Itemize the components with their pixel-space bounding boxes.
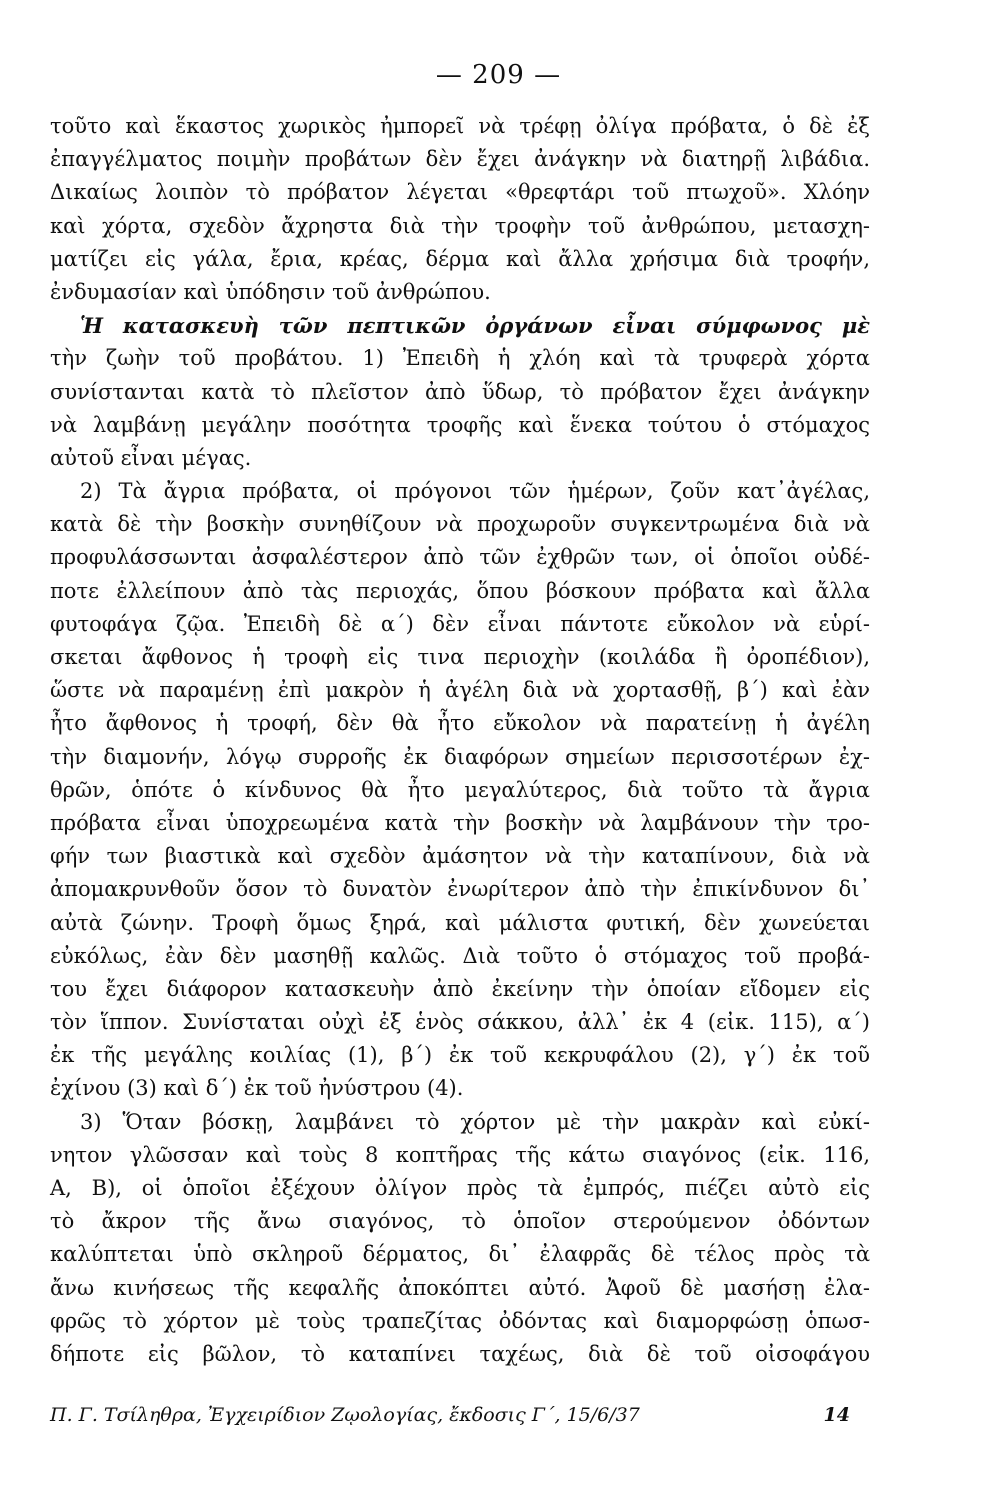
text-line: πρόβατα εἶναι ὑποχρεωμένα κατὰ τὴν βοσκὴν νὰ λαμβάνουν τὴν τρο-: [50, 810, 870, 835]
text-line: 3) Ὅταν βόσκῃ, λαμβάνει τὸ χόρτον μὲ τὴν μακρὰν καὶ εὐκί-: [80, 1109, 870, 1134]
text-line: ἄνω κινήσεως τῆς κεφαλῆς ἀποκόπτει αὐτό. Ἀφοῦ δὲ μασήσῃ ἐλα-: [50, 1275, 870, 1300]
text-line: δήποτε εἰς βῶλον, τὸ καταπίνει ταχέως, διὰ δὲ τοῦ οἰσοφάγου: [50, 1341, 870, 1366]
body-text: [50, 110, 870, 1371]
text-line: νητον γλῶσσαν καὶ τοὺς 8 κοπτῆρας τῆς κάτω σιαγόνος (εἰκ. 116,: [50, 1142, 870, 1167]
text-line: καὶ χόρτα, σχεδὸν ἄχρηστα διὰ τὴν τροφὴν τοῦ ἀνθρώπου, μετασχη-: [50, 213, 870, 238]
text-line: φρῶς τὸ χόρτον μὲ τοὺς τραπεζίτας ὀδόντας καὶ διαμορφώσῃ ὁπωσ-: [50, 1308, 870, 1333]
text-line: φυτοφάγα ζῷα. Ἐπειδὴ δὲ α΄) δὲν εἶναι πάντοτε εὔκολον νὰ εὑρί-: [50, 611, 870, 636]
section-heading: Ἡ κατασκευὴ τῶν πεπτικῶν ὀργάνων εἶναι σύμφωνος μὲ: [80, 313, 870, 339]
text-line: σκεται ἄφθονος ἡ τροφὴ εἰς τινα περιοχὴν (κοιλάδα ἢ ὀροπέδιον),: [50, 645, 870, 669]
footer-sheet-number: 14: [823, 1404, 850, 1426]
text-line: του ἔχει διάφορον κατασκευὴν ἀπὸ ἐκείνην τὴν ὁποίαν εἴδομεν εἰς: [50, 976, 870, 1001]
text-line: θρῶν, ὁπότε ὁ κίνδυνος θὰ ἦτο μεγαλύτερος, διὰ τοῦτο τὰ ἄγρια: [50, 777, 870, 802]
text-line: ἐκ τῆς μεγάλης κοιλίας (1), β΄) ἐκ τοῦ κεκρυφάλου (2), γ΄) ἐκ τοῦ: [50, 1043, 870, 1068]
text-line: 2) Τὰ ἄγρια πρόβατα, οἱ πρόγονοι τῶν ἡμέρων, ζοῦν κατ᾽ἀγέλας,: [80, 479, 870, 504]
text-line: τὴν ζωὴν τοῦ προβάτου. 1) Ἐπειδὴ ἡ χλόη καὶ τὰ τρυφερὰ χόρτα: [50, 346, 870, 371]
text-line: ἀπομακρυνθοῦν ὅσον τὸ δυνατὸν ἐνωρίτερον ἀπὸ τὴν ἐπικίνδυνον δι᾽: [50, 877, 870, 902]
text-line: τὸ ἄκρον τῆς ἄνω σιαγόνος, τὸ ὁποῖον στερούμενον ὀδόντων: [50, 1209, 870, 1234]
text-line: νὰ λαμβάνῃ μεγάλην ποσότητα τροφῆς καὶ ἕνεκα τούτου ὁ στόμαχος: [50, 412, 870, 437]
text-line: αὐτοῦ εἶναι μέγας.: [50, 445, 252, 470]
page-number: — 209 —: [435, 60, 562, 90]
text-line: αὐτὰ ζώνην. Τροφὴ ὅμως ξηρά, καὶ μάλιστα φυτική, δὲν χωνεύεται: [50, 910, 870, 935]
text-line: ἐπαγγέλματος ποιμὴν προβάτων δὲν ἔχει ἀνάγκην νὰ διατηρῇ λιβάδια.: [50, 147, 870, 172]
text-line: Α, Β), οἱ ὁποῖοι ἐξέχουν ὀλίγον πρὸς τὰ ἐμπρός, πιέζει αὐτὸ εἰς: [50, 1176, 870, 1200]
text-line: εὐκόλως, ἐὰν δὲν μασηθῇ καλῶς. Διὰ τοῦτο ὁ στόμαχος τοῦ προβά-: [50, 943, 870, 968]
text-line: Δικαίως λοιπὸν τὸ πρόβατον λέγεται «θρεφτάρι τοῦ πτωχοῦ». Χλόην: [50, 180, 870, 205]
text-line: τὴν διαμονήν, λόγῳ συρροῆς ἐκ διαφόρων σημείων περισσοτέρων ἐχ-: [50, 744, 870, 769]
text-line: ἦτο ἄφθονος ἡ τροφή, δὲν θὰ ἦτο εὔκολον νὰ παρατείνῃ ἡ ἀγέλη: [50, 711, 870, 736]
text-line: ποτε ἐλλείπουν ἀπὸ τὰς περιοχάς, ὅπου βόσκουν πρόβατα καὶ ἄλλα: [50, 578, 870, 603]
text-line: συνίστανται κατὰ τὸ πλεῖστον ἀπὸ ὕδωρ, τὸ πρόβατον ἔχει ἀνάγκην: [50, 379, 870, 404]
text-line: προφυλάσσωνται ἀσφαλέστερον ἀπὸ τῶν ἐχθρῶν των, οἱ ὁποῖοι οὐδέ-: [50, 545, 870, 570]
text-line: κατὰ δὲ τὴν βοσκὴν συνηθίζουν νὰ προχωροῦν συγκεντρωμένα διὰ νὰ: [50, 512, 870, 537]
text-line: ἐνδυμασίαν καὶ ὑπόδησιν τοῦ ἀνθρώπου.: [50, 279, 491, 304]
text-line: φήν των βιαστικὰ καὶ σχεδὸν ἀμάσητον νὰ τὴν καταπίνουν, διὰ νὰ: [50, 844, 870, 869]
text-line: ὥστε νὰ παραμένῃ ἐπὶ μακρὸν ἡ ἀγέλη διὰ νὰ χορτασθῇ, β΄) καὶ ἐὰν: [50, 678, 870, 703]
text-line: ἐχίνου (3) καὶ δ΄) ἐκ τοῦ ἠνύστρου (4).: [50, 1076, 464, 1101]
page-footer: [50, 1404, 870, 1426]
text-line: καλύπτεται ὑπὸ σκληροῦ δέρματος, δι᾽ ἐλαφρᾶς δὲ τέλος πρὸς τὰ: [50, 1242, 870, 1267]
text-line: τὸν ἵππον. Συνίσταται οὐχὶ ἐξ ἑνὸς σάκκου, ἀλλ᾽ ἐκ 4 (εἰκ. 115), α΄): [50, 1010, 870, 1035]
text-line: τοῦτο καὶ ἕκαστος χωρικὸς ἠμπορεῖ νὰ τρέφῃ ὀλίγα πρόβατα, ὁ δὲ ἐξ: [50, 114, 870, 138]
text-line: ματίζει εἰς γάλα, ἔρια, κρέας, δέρμα καὶ ἄλλα χρήσιμα διὰ τροφήν,: [50, 246, 870, 271]
footer-citation: Π. Γ. Τσίληθρα, Ἐγχειρίδιον Ζῳολογίας, ἔκδοσις Γ΄, 15/6/37: [50, 1404, 640, 1426]
